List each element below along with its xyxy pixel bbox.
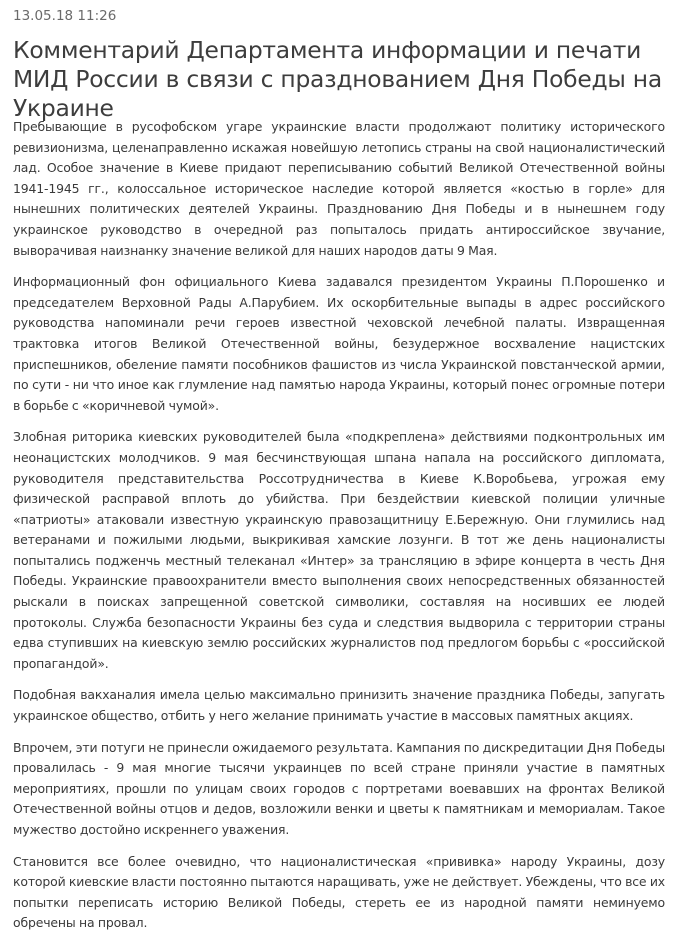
paragraph-2: Информационный фон официального Киева задавался президентом Украины П.Порошенко и председателем Верховной Рады А.Парубием. Их оскорбительные выпады в адрес российского руководства напоминали речи героев известной чеховской лечебной палаты. Извращенная трактовка итогов Великой Отечественной войны, безудержное восхваление нацистских приспешников, обеление памяти пособников фашистов из числа Украинской повстанческой армии, по сути - ни что иное как глумление над памятью народа Украины, который понес огромные потери в борьбе с «коричневой чумой». [13,274,665,413]
paragraph-1: Пребывающие в русофобском угаре украинские власти продолжают политику исторического ревизионизма, целенаправленно искажая новейшую летопись страны на свой националистический лад. Особое значение в Киеве придают переписыванию событий Великой Отечественной войны 1941-1945 гг., колоссальное историческое наследие которой является «костью в горле» для нынешних политических деятелей Украины. Празднованию Дня Победы и в нынешнем году украинское руководство в очередной раз попыталось придать антироссийское звучание, выворачивая наизнанку значение великой для наших народов даты 9 Мая. [13,119,665,258]
paragraph-6: Становится все более очевидно, что националистическая «прививка» народу Украины, дозу которой киевские власти постоянно пытаются наращивать, уже не действует. Убеждены, что все их попытки переписать историю Великой Победы, стереть ее из народной памяти неминуемо обречены на провал. [13,853,665,931]
paragraph-5: Впрочем, эти потуги не принесли ожидаемого результата. Кампания по дискредитации Дня Победы провалилась - 9 мая многие тысячи украинцев по всей стране приняли участие в памятных мероприятиях, прошли по улицам своих городов с портретами воевавших на фронтах Великой Отечественной войны отцов и дедов, возложили венки и цветы к памятникам и мемориалам. Такое мужество достойно искреннего уважения. [13,739,665,837]
article-body [13,117,665,945]
paragraph-3: Злобная риторика киевских руководителей была «подкреплена» действиями подконтрольных им неонацистских молодчиков. 9 мая бесчинствующая шпана напала на российского дипломата, руководителя представительства Россотрудничества в Киеве К.Воробьева, угрожая ему физической расправой вплоть до убийства. При бездействии киевской полиции уличные «патриоты» атаковали известную украинскую правозащитницу Е.Бережную. Они глумились над ветеранами и пожилыми людьми, выкрикивая хамские лозунги. В тот же день националисты попытались подженчь местный телеканал «Интер» за трансляцию в эфире концерта в честь Дня Победы. Украинские правоохранители вместо выполнения своих непосредственных обязанностей рыскали в поисках запрещенной советской символики, составляя на носивших ее людей протоколы. Служба безопасности Украины без суда и следствия выдворила с территории страны едва ступивших на киевскую землю российских журналистов под предлогом борьбы с «российской пропагандой». [13,429,665,671]
publication-date: 13.05.18 11:26 [13,8,117,24]
article-title: Комментарий Департамента информации и печати МИД России в связи с празднованием Дня Победы на Украине [13,36,662,122]
paragraph-4: Подобная вакханалия имела целью максимально принизить значение праздника Победы, запугать украинское общество, отбить у него желание принимать участие в массовых памятных акциях. [13,687,665,724]
